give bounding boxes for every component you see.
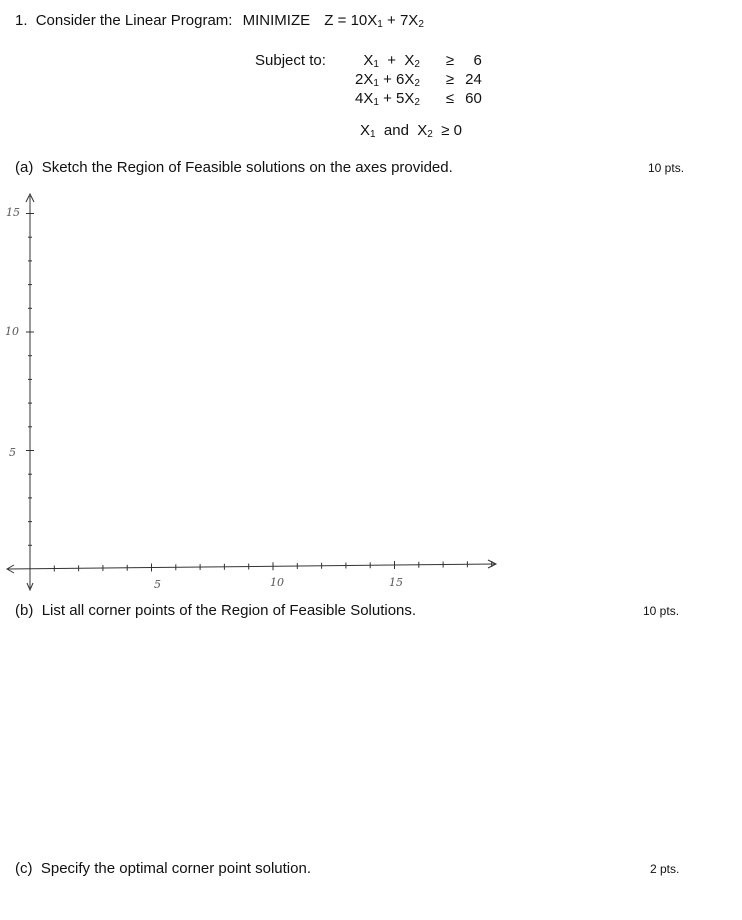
x-axis — [8, 564, 495, 569]
constraint-2: $2X_1 + 6X_2 \ge 24$ — [355, 71, 482, 89]
x-tick-label-10: 10 — [270, 576, 284, 589]
x-tick-label-15: 15 — [389, 576, 403, 589]
x-tick-label-5: 5 — [154, 578, 161, 591]
part-a-points: 10 pts. — [648, 161, 685, 175]
part-a-question: (a) Sketch the Region of Feasible solutions on the axes provided. — [15, 159, 453, 176]
part-b-answer-area[interactable] — [15, 630, 715, 850]
subject-to-label: Subject to: — [255, 52, 326, 69]
part-c-question: (c) Specify the optimal corner point solution. — [15, 860, 311, 877]
objective-function: $Z = 10X_1 + 7X_2$ — [324, 12, 424, 30]
problem-statement — [15, 12, 424, 30]
part-c-points: 2 pts. — [650, 862, 680, 876]
y-tick-label-15: 15 — [6, 206, 20, 219]
y-tick-label-5: 5 — [9, 446, 16, 459]
nonnegativity-constraint: $X_1$ and $X_2 \ge 0$ — [360, 122, 462, 140]
constraint-3: $4X_1 + 5X_2 \le 60$ — [355, 90, 482, 108]
problem-intro: Consider the Linear Program: — [35, 12, 233, 29]
part-b-points: 10 pts. — [643, 604, 680, 618]
part-c-answer-area[interactable] — [15, 884, 715, 916]
objective-keyword: MINIMIZE — [242, 12, 311, 29]
constraint-1: $X_1 + X_2$ ≥ 6 — [355, 52, 482, 70]
y-tick-label-10: 10 — [5, 325, 19, 338]
feasible-region-axes[interactable] — [0, 190, 742, 600]
problem-number: 1. — [15, 12, 28, 29]
part-b-question: (b) List all corner points of the Region of Feasible Solutions. — [15, 602, 417, 619]
